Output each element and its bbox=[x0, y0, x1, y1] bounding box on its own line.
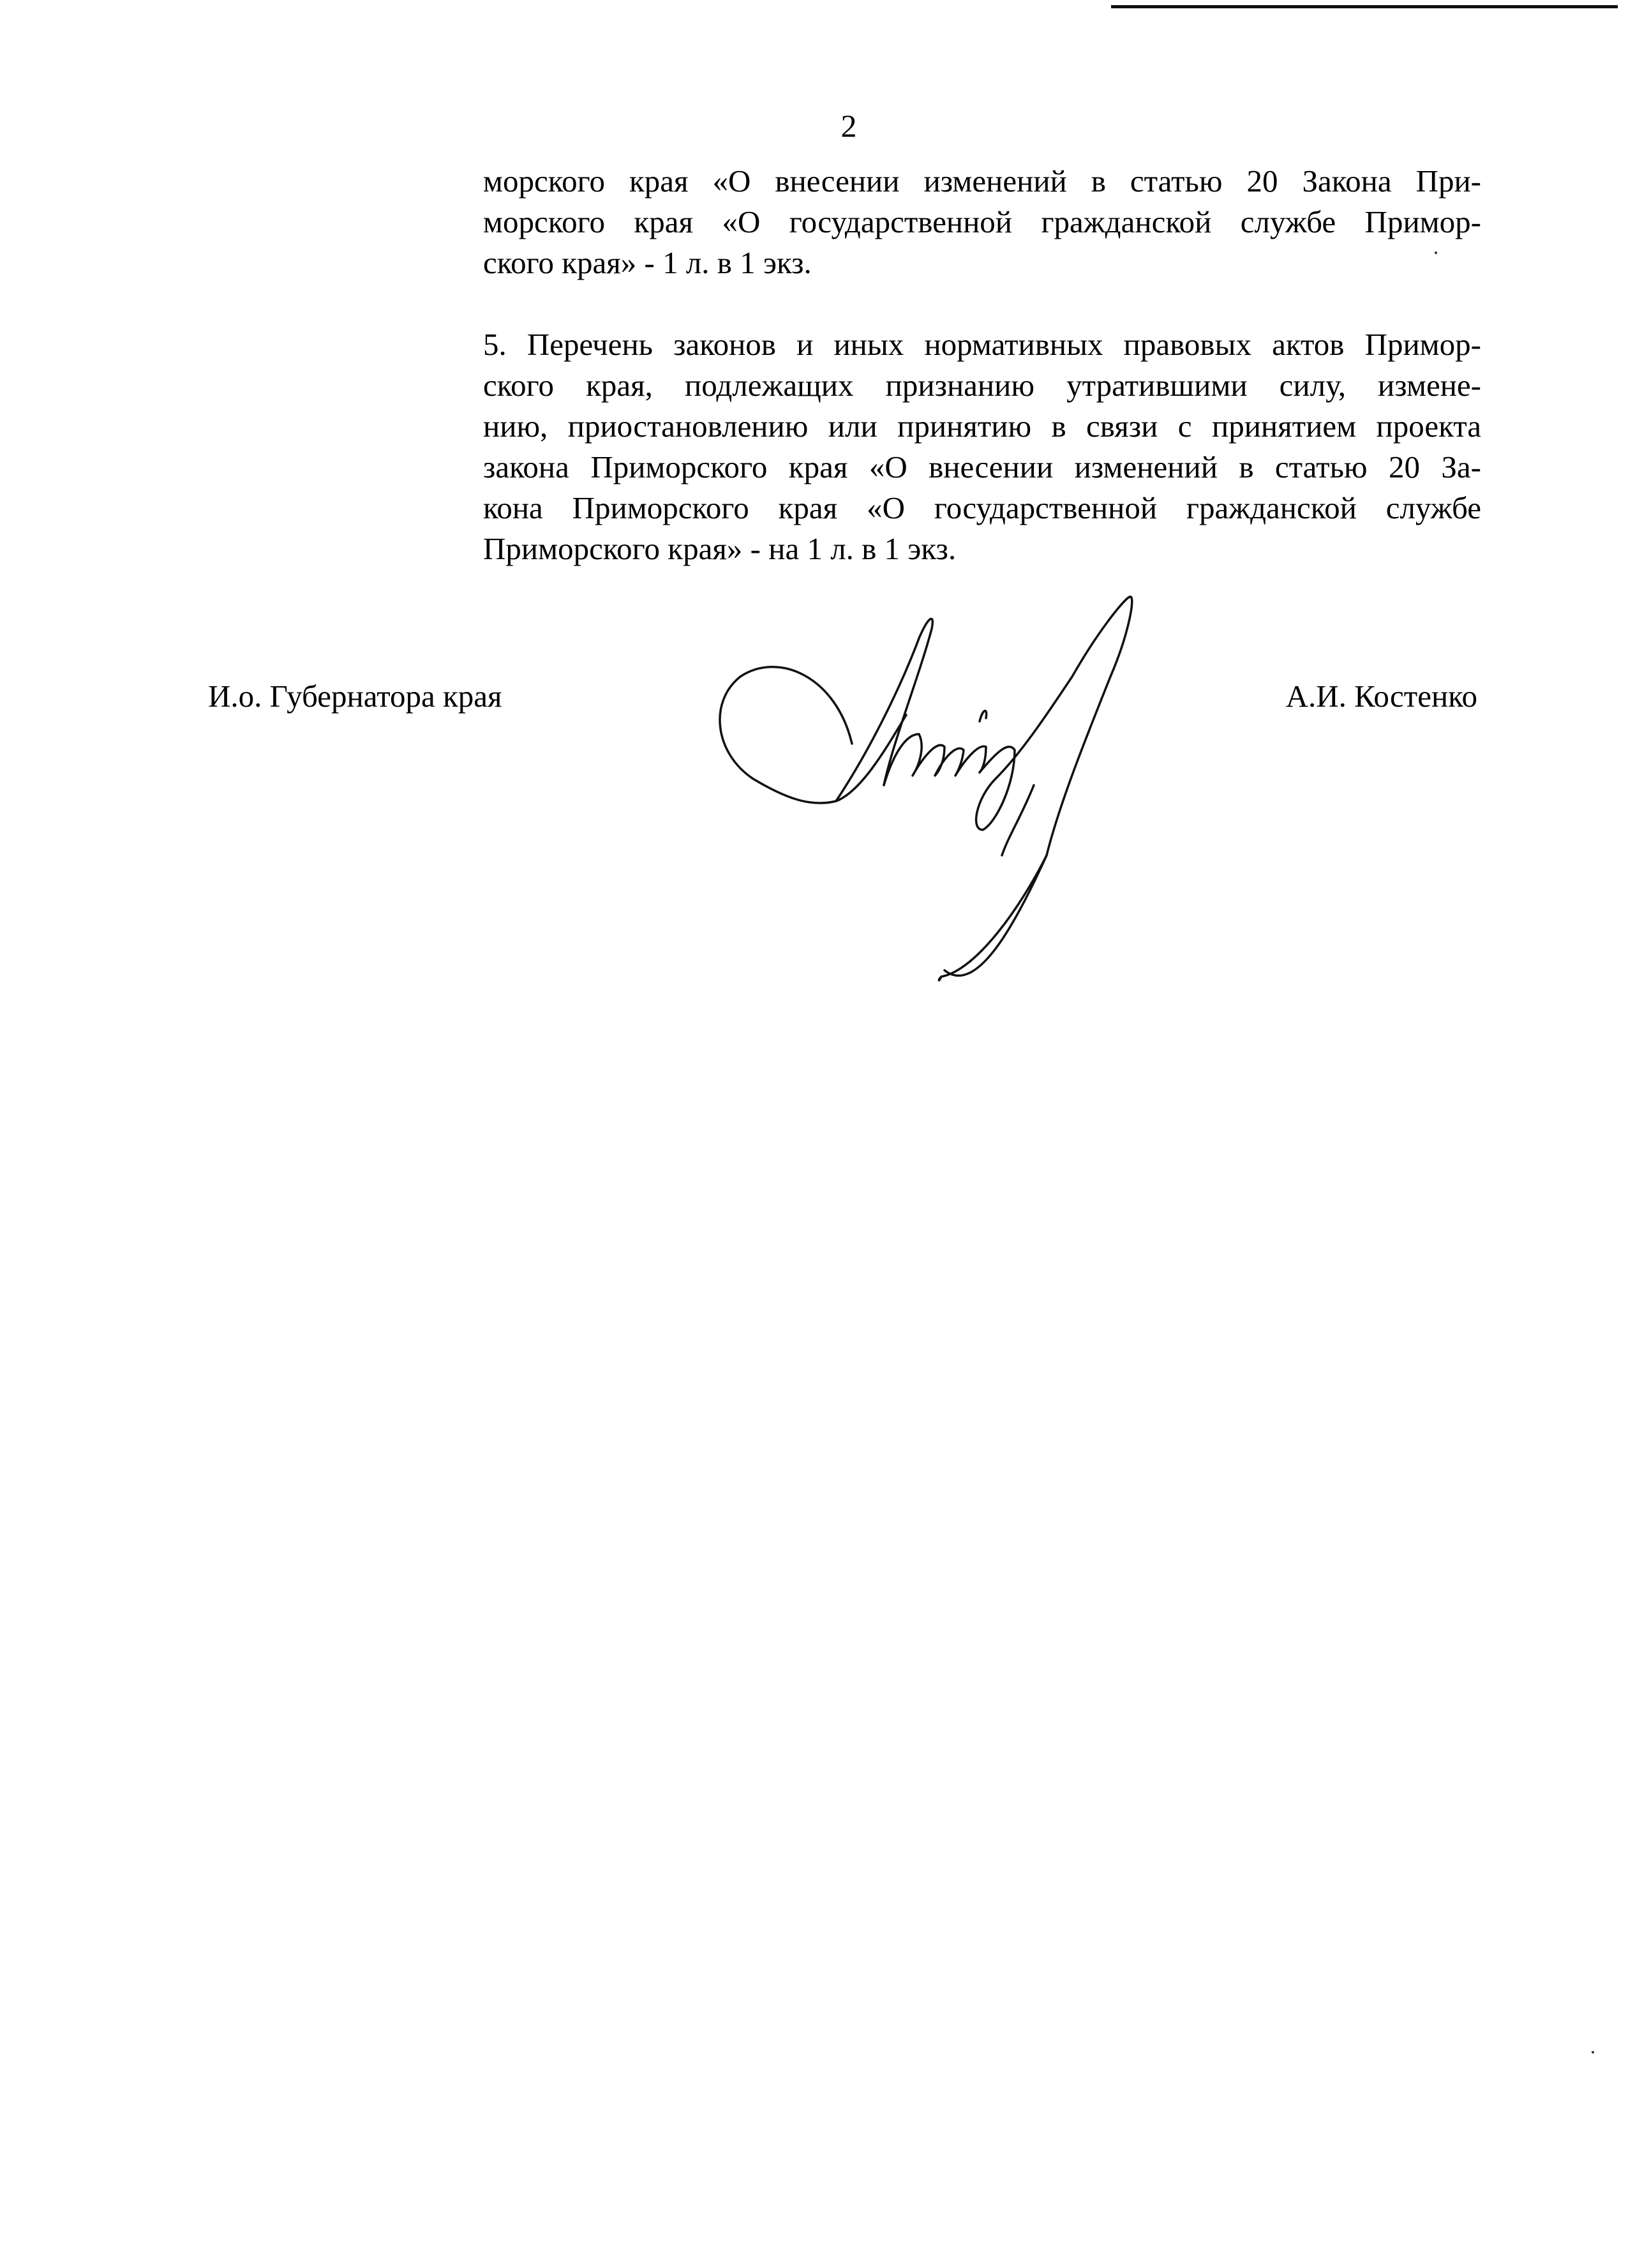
text-line: 5. Перечень законов и иных нормативных правовых актов Примор- bbox=[483, 327, 1481, 362]
text-line: морского края «О внесении изменений в статью 20 Закона При- bbox=[483, 163, 1481, 199]
text-line: закона Приморского края «О внесении изменений в статью 20 За- bbox=[483, 449, 1481, 484]
text-line: Приморского края» - на 1 л. в 1 экз. bbox=[483, 531, 957, 566]
text-line: ского края» - 1 л. в 1 экз. bbox=[483, 245, 812, 280]
signatory-position: И.о. Губернатора края bbox=[208, 679, 502, 714]
text-line: нию, приостановлению или принятию в связи с принятием проекта bbox=[483, 409, 1481, 444]
text-line: морского края «О государственной гражданской службе Примор- bbox=[483, 204, 1481, 239]
text-line: ского края, подлежащих признанию утратившими силу, измене- bbox=[483, 368, 1481, 403]
signatory-name: А.И. Костенко bbox=[1285, 679, 1477, 714]
scan-speck bbox=[1435, 252, 1437, 254]
page-number: 2 bbox=[840, 108, 857, 144]
scan-speck bbox=[1592, 2051, 1594, 2054]
text-line: кона Приморского края «О государственной гражданской службе bbox=[483, 490, 1481, 525]
